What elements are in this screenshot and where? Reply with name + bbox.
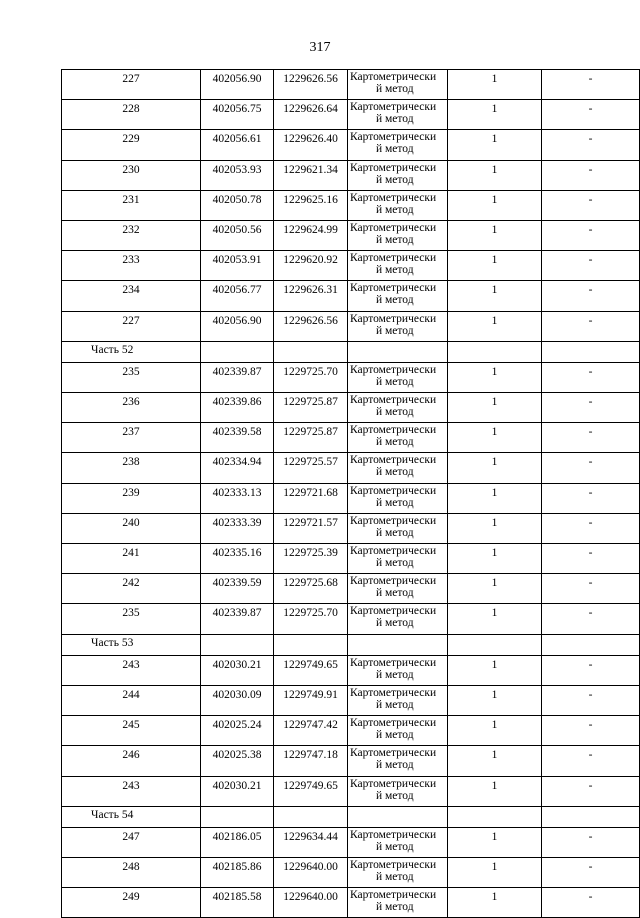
accuracy-cell: 1 — [448, 513, 542, 543]
x-coordinate-cell: 402025.38 — [201, 746, 274, 776]
x-coordinate-cell: 402030.21 — [201, 776, 274, 806]
x-coordinate-cell: 402050.56 — [201, 220, 274, 250]
accuracy-cell: 1 — [448, 776, 542, 806]
x-coordinate-cell: 402186.05 — [201, 827, 274, 857]
accuracy-cell: 1 — [448, 655, 542, 685]
point-number-cell: 240 — [62, 513, 201, 543]
description-cell: - — [542, 746, 640, 776]
y-coordinate-cell: 1229747.18 — [274, 746, 348, 776]
table-row — [62, 827, 640, 857]
description-cell: - — [542, 604, 640, 634]
part-header-row — [62, 806, 640, 827]
method-text-line1: Картометрически — [350, 454, 437, 467]
description-cell: - — [542, 685, 640, 715]
coordinates-table — [61, 69, 640, 918]
method-cell — [348, 888, 448, 918]
x-coordinate-cell: 402053.93 — [201, 160, 274, 190]
y-coordinate-cell: 1229640.00 — [274, 858, 348, 888]
method-text-line1: Картометрически — [350, 363, 437, 376]
part-label: Часть 52 — [62, 341, 201, 362]
point-number-cell: 230 — [62, 160, 201, 190]
method-text-line1: Картометрически — [350, 859, 437, 872]
method-text-line2: й метод — [376, 466, 414, 479]
method-text-line1: Картометрически — [350, 605, 437, 618]
y-coordinate-cell: 1229725.57 — [274, 453, 348, 483]
method-text-line1: Картометрически — [350, 101, 437, 114]
x-coordinate-cell: 402056.77 — [201, 281, 274, 311]
method-cell — [348, 544, 448, 574]
method-text-line2: й метод — [376, 871, 414, 884]
point-number-cell: 236 — [62, 393, 201, 423]
method-cell — [348, 827, 448, 857]
accuracy-cell: 1 — [448, 888, 542, 918]
point-number-cell: 234 — [62, 281, 201, 311]
method-text-line1: Картометрически — [350, 282, 437, 295]
empty-cell — [274, 806, 348, 827]
accuracy-cell: 1 — [448, 160, 542, 190]
empty-cell — [448, 634, 542, 655]
table-row — [62, 251, 640, 281]
part-label: Часть 54 — [62, 806, 201, 827]
empty-cell — [348, 341, 448, 362]
y-coordinate-cell: 1229749.65 — [274, 655, 348, 685]
accuracy-cell: 1 — [448, 746, 542, 776]
y-coordinate-cell: 1229749.65 — [274, 776, 348, 806]
point-number-cell: 241 — [62, 544, 201, 574]
x-coordinate-cell: 402335.16 — [201, 544, 274, 574]
empty-cell — [201, 634, 274, 655]
point-number-cell: 239 — [62, 483, 201, 513]
method-text-line2: й метод — [376, 759, 414, 772]
method-text-line2: й метод — [376, 526, 414, 539]
table-row — [62, 655, 640, 685]
x-coordinate-cell: 402025.24 — [201, 716, 274, 746]
y-coordinate-cell: 1229721.57 — [274, 513, 348, 543]
description-cell: - — [542, 130, 640, 160]
empty-cell — [201, 341, 274, 362]
accuracy-cell: 1 — [448, 423, 542, 453]
method-cell — [348, 655, 448, 685]
method-text-line1: Картометрически — [350, 191, 437, 204]
method-text-line2: й метод — [376, 173, 414, 186]
x-coordinate-cell: 402056.90 — [201, 70, 274, 100]
accuracy-cell: 1 — [448, 574, 542, 604]
accuracy-cell: 1 — [448, 604, 542, 634]
table-row — [62, 776, 640, 806]
table-row — [62, 858, 640, 888]
empty-cell — [448, 341, 542, 362]
table-row — [62, 888, 640, 918]
x-coordinate-cell: 402056.75 — [201, 100, 274, 130]
method-text-line2: й метод — [376, 587, 414, 600]
description-cell: - — [542, 423, 640, 453]
table-row — [62, 190, 640, 220]
point-number-cell: 227 — [62, 70, 201, 100]
method-text-line2: й метод — [376, 789, 414, 802]
x-coordinate-cell: 402056.90 — [201, 311, 274, 341]
y-coordinate-cell: 1229626.31 — [274, 281, 348, 311]
method-text-line1: Картометрически — [350, 514, 437, 527]
description-cell: - — [542, 483, 640, 513]
empty-cell — [542, 806, 640, 827]
table-row — [62, 685, 640, 715]
method-text-line2: й метод — [376, 375, 414, 388]
point-number-cell: 249 — [62, 888, 201, 918]
y-coordinate-cell: 1229725.87 — [274, 423, 348, 453]
method-cell — [348, 513, 448, 543]
point-number-cell: 246 — [62, 746, 201, 776]
method-cell — [348, 251, 448, 281]
method-text-line2: й метод — [376, 901, 414, 914]
y-coordinate-cell: 1229626.64 — [274, 100, 348, 130]
y-coordinate-cell: 1229725.68 — [274, 574, 348, 604]
method-text-line1: Картометрически — [350, 161, 437, 174]
table-row — [62, 281, 640, 311]
table-row — [62, 544, 640, 574]
point-number-cell: 235 — [62, 604, 201, 634]
point-number-cell: 227 — [62, 311, 201, 341]
accuracy-cell: 1 — [448, 220, 542, 250]
y-coordinate-cell: 1229634.44 — [274, 827, 348, 857]
method-cell — [348, 130, 448, 160]
table-row — [62, 746, 640, 776]
description-cell: - — [542, 251, 640, 281]
table-row — [62, 393, 640, 423]
method-text-line1: Картометрически — [350, 71, 437, 83]
description-cell: - — [542, 513, 640, 543]
method-text-line1: Картометрически — [350, 424, 437, 437]
method-text-line1: Картометрически — [350, 575, 437, 588]
method-cell — [348, 70, 448, 100]
point-number-cell: 248 — [62, 858, 201, 888]
accuracy-cell: 1 — [448, 858, 542, 888]
table-row — [62, 311, 640, 341]
point-number-cell: 243 — [62, 655, 201, 685]
empty-cell — [348, 806, 448, 827]
method-cell — [348, 281, 448, 311]
method-text-line2: й метод — [376, 294, 414, 307]
accuracy-cell: 1 — [448, 716, 542, 746]
method-text-line2: й метод — [376, 436, 414, 449]
method-text-line2: й метод — [376, 729, 414, 742]
accuracy-cell: 1 — [448, 281, 542, 311]
method-cell — [348, 362, 448, 392]
accuracy-cell: 1 — [448, 685, 542, 715]
description-cell: - — [542, 311, 640, 341]
method-text-line1: Картометрически — [350, 828, 437, 841]
x-coordinate-cell: 402030.09 — [201, 685, 274, 715]
x-coordinate-cell: 402185.86 — [201, 858, 274, 888]
y-coordinate-cell: 1229725.70 — [274, 362, 348, 392]
method-cell — [348, 160, 448, 190]
y-coordinate-cell: 1229725.87 — [274, 393, 348, 423]
point-number-cell: 233 — [62, 251, 201, 281]
accuracy-cell: 1 — [448, 190, 542, 220]
table-row — [62, 130, 640, 160]
method-text-line2: й метод — [376, 557, 414, 569]
point-number-cell: 232 — [62, 220, 201, 250]
table-row — [62, 604, 640, 634]
empty-cell — [542, 634, 640, 655]
x-coordinate-cell: 402030.21 — [201, 655, 274, 685]
method-cell — [348, 716, 448, 746]
method-cell — [348, 685, 448, 715]
empty-cell — [448, 806, 542, 827]
point-number-cell: 238 — [62, 453, 201, 483]
page-number: 317 — [309, 40, 331, 55]
method-text-line1: Картометрически — [350, 545, 437, 557]
accuracy-cell: 1 — [448, 827, 542, 857]
description-cell: - — [542, 574, 640, 604]
description-cell: - — [542, 362, 640, 392]
method-text-line2: й метод — [376, 840, 414, 853]
point-number-cell: 231 — [62, 190, 201, 220]
part-header-row — [62, 341, 640, 362]
method-text-line2: й метод — [376, 406, 414, 419]
empty-cell — [201, 806, 274, 827]
description-cell: - — [542, 393, 640, 423]
description-cell: - — [542, 888, 640, 918]
accuracy-cell: 1 — [448, 544, 542, 574]
accuracy-cell: 1 — [448, 70, 542, 100]
method-text-line1: Картометрически — [350, 889, 437, 902]
table-row — [62, 513, 640, 543]
table-row — [62, 160, 640, 190]
accuracy-cell: 1 — [448, 311, 542, 341]
x-coordinate-cell: 402333.13 — [201, 483, 274, 513]
table-row — [62, 100, 640, 130]
y-coordinate-cell: 1229747.42 — [274, 716, 348, 746]
accuracy-cell: 1 — [448, 130, 542, 160]
method-text-line1: Картометрически — [350, 656, 437, 669]
description-cell: - — [542, 70, 640, 100]
accuracy-cell: 1 — [448, 100, 542, 130]
table-row — [62, 362, 640, 392]
method-cell — [348, 100, 448, 130]
y-coordinate-cell: 1229749.91 — [274, 685, 348, 715]
description-cell: - — [542, 453, 640, 483]
table-row — [62, 574, 640, 604]
method-text-line2: й метод — [376, 698, 414, 711]
y-coordinate-cell: 1229725.70 — [274, 604, 348, 634]
method-text-line1: Картометрически — [350, 312, 437, 325]
y-coordinate-cell: 1229624.99 — [274, 220, 348, 250]
x-coordinate-cell: 402053.91 — [201, 251, 274, 281]
x-coordinate-cell: 402339.58 — [201, 423, 274, 453]
method-cell — [348, 220, 448, 250]
y-coordinate-cell: 1229725.39 — [274, 544, 348, 574]
description-cell: - — [542, 776, 640, 806]
method-text-line2: й метод — [376, 324, 414, 337]
description-cell: - — [542, 220, 640, 250]
method-cell — [348, 311, 448, 341]
description-cell: - — [542, 100, 640, 130]
description-cell: - — [542, 716, 640, 746]
table-row — [62, 716, 640, 746]
point-number-cell: 229 — [62, 130, 201, 160]
y-coordinate-cell: 1229721.68 — [274, 483, 348, 513]
description-cell: - — [542, 858, 640, 888]
y-coordinate-cell: 1229625.16 — [274, 190, 348, 220]
point-number-cell: 228 — [62, 100, 201, 130]
description-cell: - — [542, 655, 640, 685]
empty-cell — [274, 341, 348, 362]
y-coordinate-cell: 1229640.00 — [274, 888, 348, 918]
point-number-cell: 243 — [62, 776, 201, 806]
method-text-line1: Картометрически — [350, 686, 437, 699]
method-text-line2: й метод — [376, 264, 414, 277]
y-coordinate-cell: 1229626.56 — [274, 70, 348, 100]
method-text-line1: Картометрически — [350, 777, 437, 790]
empty-cell — [348, 634, 448, 655]
part-label: Часть 53 — [62, 634, 201, 655]
method-text-line2: й метод — [376, 233, 414, 246]
method-text-line2: й метод — [376, 496, 414, 509]
table-row — [62, 220, 640, 250]
method-cell — [348, 604, 448, 634]
table-row — [62, 70, 640, 100]
point-number-cell: 244 — [62, 685, 201, 715]
x-coordinate-cell: 402185.58 — [201, 888, 274, 918]
description-cell: - — [542, 827, 640, 857]
accuracy-cell: 1 — [448, 483, 542, 513]
x-coordinate-cell: 402056.61 — [201, 130, 274, 160]
method-text-line1: Картометрически — [350, 394, 437, 407]
empty-cell — [274, 634, 348, 655]
part-header-row — [62, 634, 640, 655]
coordinates-table-body — [62, 70, 640, 918]
method-cell — [348, 574, 448, 604]
x-coordinate-cell: 402333.39 — [201, 513, 274, 543]
x-coordinate-cell: 402339.59 — [201, 574, 274, 604]
method-cell — [348, 423, 448, 453]
method-text-line2: й метод — [376, 617, 414, 630]
point-number-cell: 242 — [62, 574, 201, 604]
method-text-line1: Картометрически — [350, 717, 437, 730]
method-text-line2: й метод — [376, 203, 414, 216]
table-row — [62, 453, 640, 483]
method-cell — [348, 858, 448, 888]
x-coordinate-cell: 402339.86 — [201, 393, 274, 423]
method-cell — [348, 190, 448, 220]
accuracy-cell: 1 — [448, 362, 542, 392]
method-cell — [348, 746, 448, 776]
description-cell: - — [542, 544, 640, 574]
y-coordinate-cell: 1229626.40 — [274, 130, 348, 160]
method-cell — [348, 776, 448, 806]
method-cell — [348, 393, 448, 423]
point-number-cell: 247 — [62, 827, 201, 857]
x-coordinate-cell: 402050.78 — [201, 190, 274, 220]
accuracy-cell: 1 — [448, 393, 542, 423]
description-cell: - — [542, 281, 640, 311]
x-coordinate-cell: 402334.94 — [201, 453, 274, 483]
method-text-line2: й метод — [376, 83, 414, 95]
point-number-cell: 237 — [62, 423, 201, 453]
x-coordinate-cell: 402339.87 — [201, 604, 274, 634]
method-cell — [348, 453, 448, 483]
method-text-line1: Картометрически — [350, 221, 437, 234]
description-cell: - — [542, 160, 640, 190]
x-coordinate-cell: 402339.87 — [201, 362, 274, 392]
method-text-line1: Картометрически — [350, 252, 437, 265]
method-text-line1: Картометрически — [350, 747, 437, 760]
y-coordinate-cell: 1229620.92 — [274, 251, 348, 281]
method-text-line1: Картометрически — [350, 131, 437, 144]
method-text-line2: й метод — [376, 113, 414, 126]
table-row — [62, 483, 640, 513]
method-text-line2: й метод — [376, 668, 414, 681]
method-cell — [348, 483, 448, 513]
empty-cell — [542, 341, 640, 362]
method-text-line1: Картометрически — [350, 484, 437, 497]
description-cell: - — [542, 190, 640, 220]
point-number-cell: 235 — [62, 362, 201, 392]
accuracy-cell: 1 — [448, 251, 542, 281]
y-coordinate-cell: 1229626.56 — [274, 311, 348, 341]
table-row — [62, 423, 640, 453]
accuracy-cell: 1 — [448, 453, 542, 483]
method-text-line2: й метод — [376, 143, 414, 156]
point-number-cell: 245 — [62, 716, 201, 746]
y-coordinate-cell: 1229621.34 — [274, 160, 348, 190]
